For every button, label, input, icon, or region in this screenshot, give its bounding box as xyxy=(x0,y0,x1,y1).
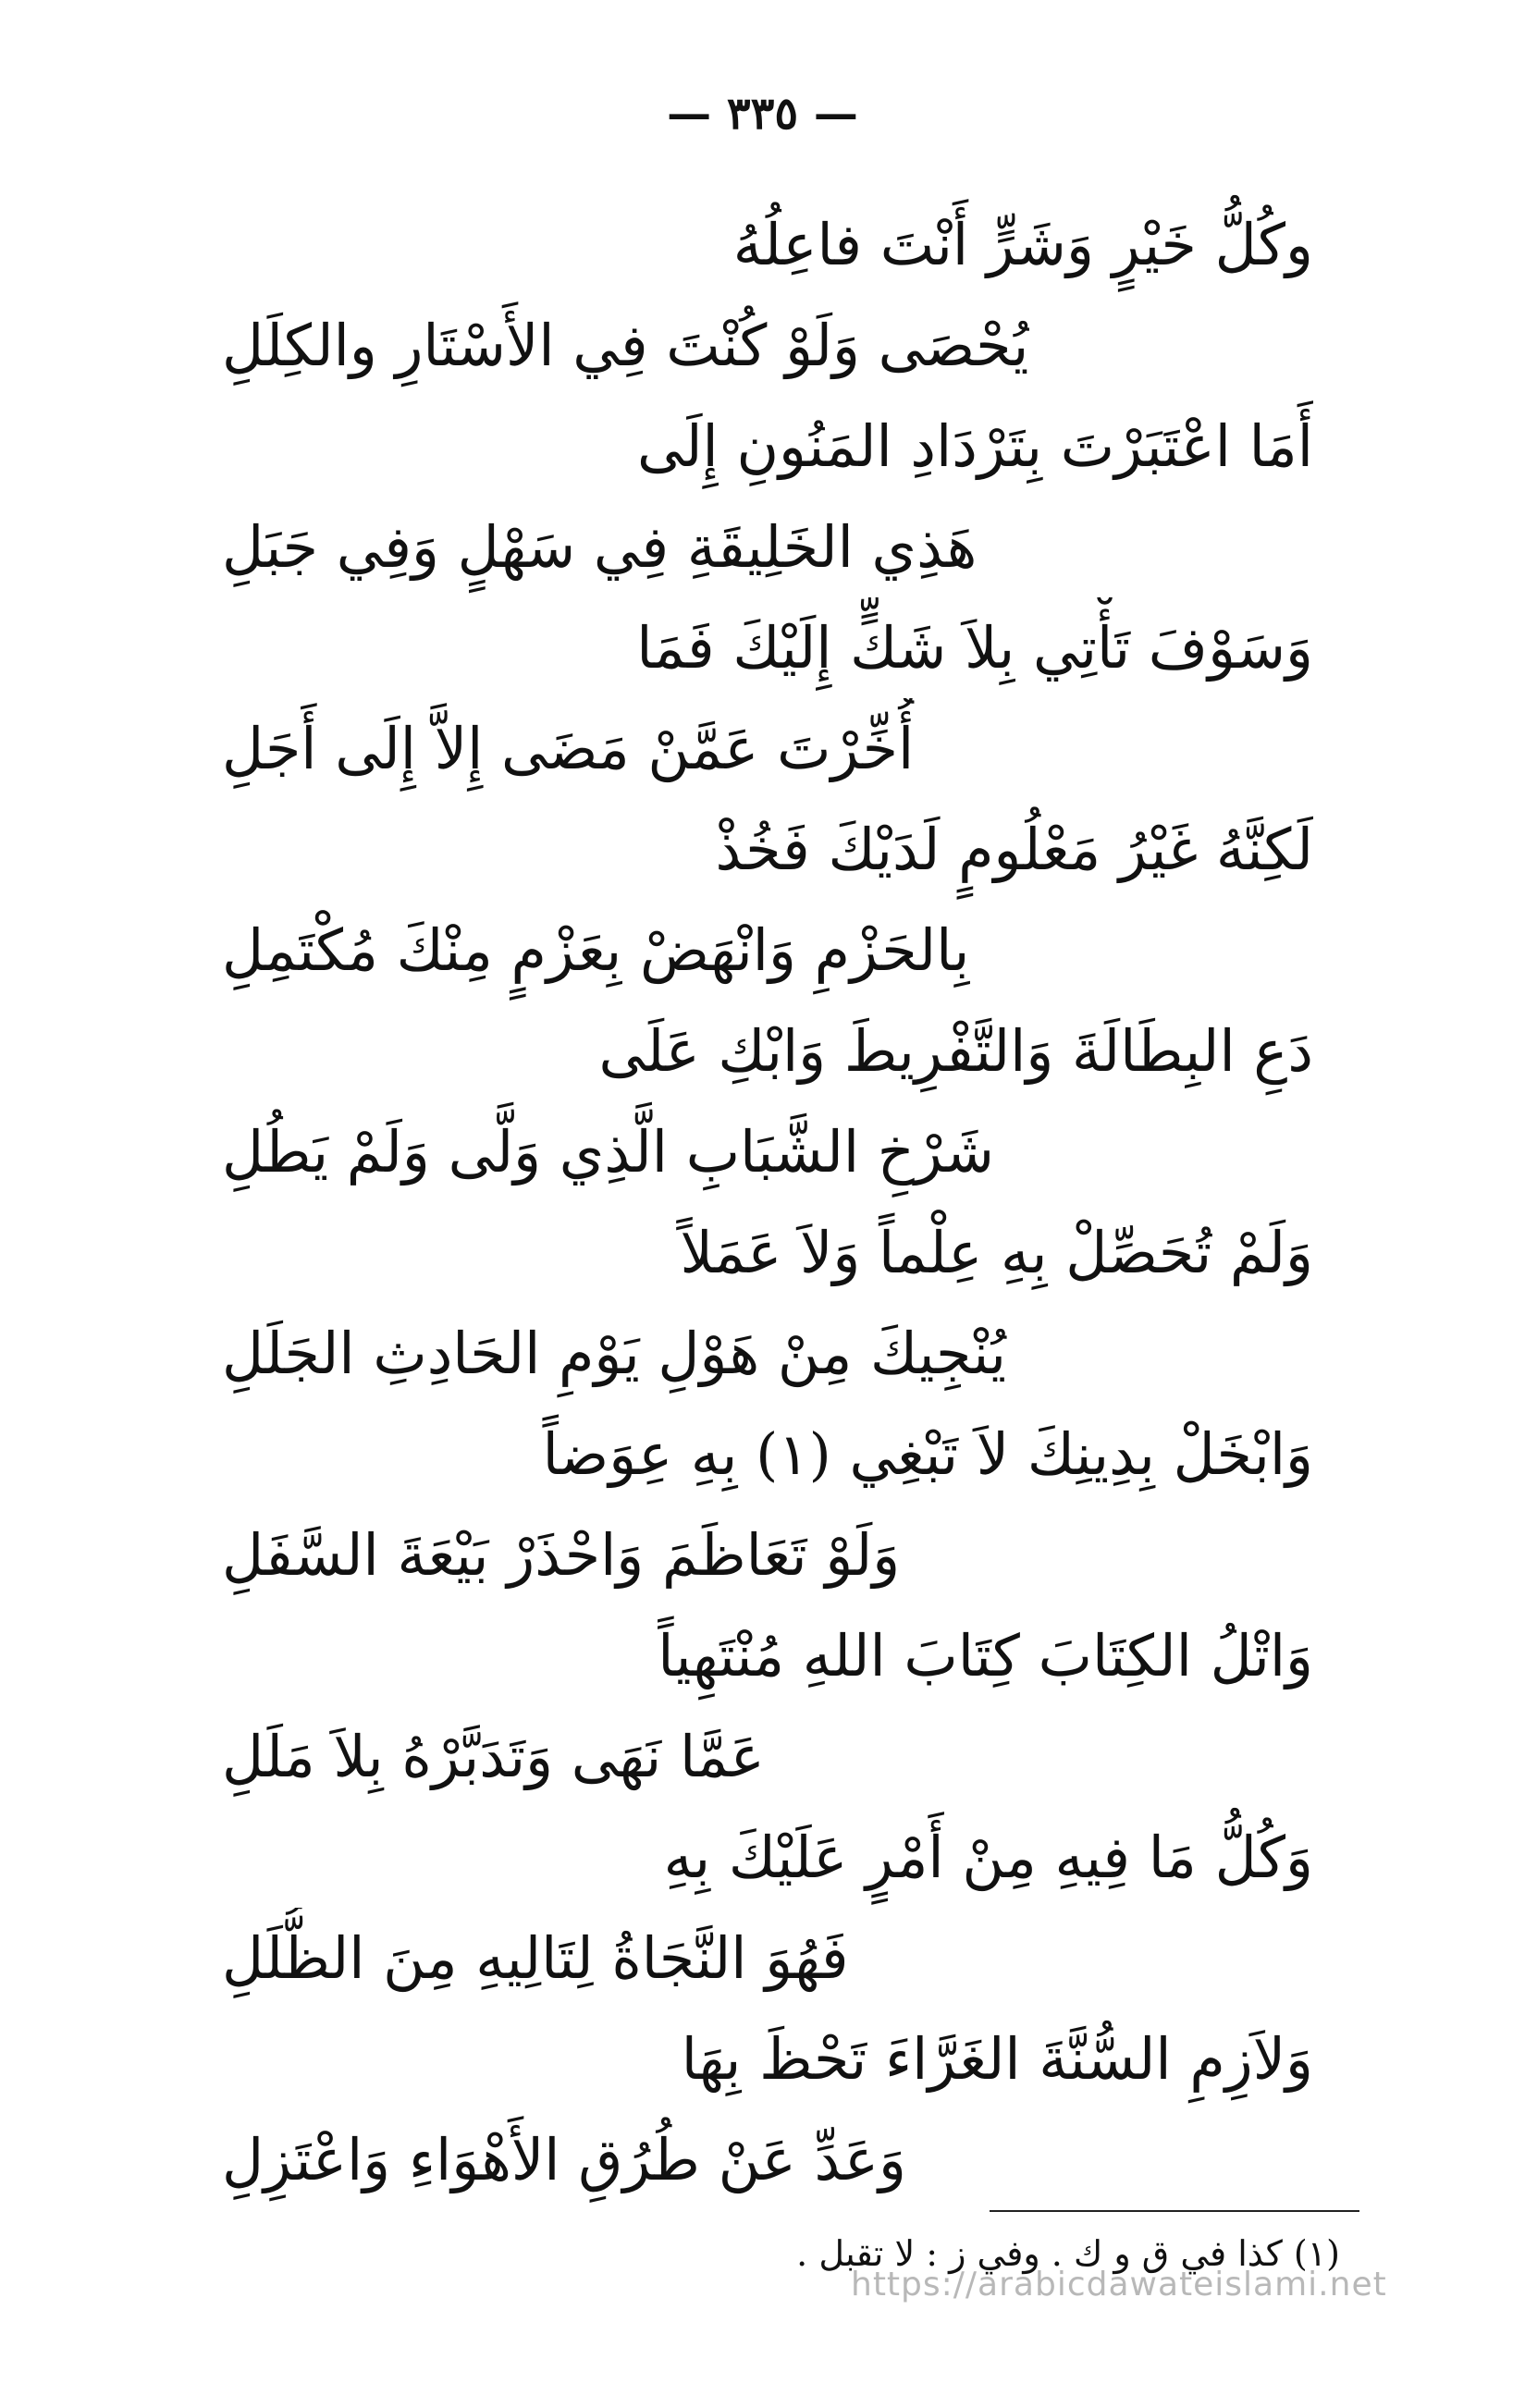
verse-line: وكُلُّ خَيْرٍ وَشَرٍّ أَنْتَ فاعِلُهُ xyxy=(732,211,1313,278)
verse-line: هَذِي الخَلِيقَةِ فِي سَهْلٍ وَفِي جَبَلِ xyxy=(222,513,978,581)
verse-line: لَكِنَّهُ غَيْرُ مَعْلُومٍ لَدَيْكَ فَخُذْ xyxy=(715,816,1313,883)
verse-line: وَاتْلُ الكِتَابَ كِتَابَ اللهِ مُنْتَهِياً xyxy=(658,1622,1313,1689)
verse-line: بِالحَزْمِ وَانْهَضْ بِعَزْمٍ مِنْكَ مُكْتَمِلِ xyxy=(222,916,970,984)
verse-line: وَكُلُّ مَا فِيهِ مِنْ أَمْرٍ عَلَيْكَ بِهِ xyxy=(663,1824,1313,1891)
verse-line: شَرْخِ الشَّبَابِ الَّذِي وَلَّى وَلَمْ يَطُلِ xyxy=(222,1118,994,1186)
verse-line: أُخِّرْتَ عَمَّنْ مَضَى إِلاَّ إِلَى أَجَلِ xyxy=(222,715,915,782)
page-number: — ٣٣٥ — xyxy=(667,88,858,140)
verse-line: وَلَوْ تَعَاظَمَ وَاحْذَرْ بَيْعَةَ السَّفَلِ xyxy=(222,1521,901,1589)
poem-body xyxy=(222,194,1313,2210)
verse-line: يُنْجِيكَ مِنْ هَوْلِ يَوْمِ الحَادِثِ الجَلَلِ xyxy=(222,1320,1006,1387)
verse-line: فَهُوَ النَّجَاةُ لِتَالِيهِ مِنَ الظُّلَلِ xyxy=(222,1924,849,1992)
verse-line: وَلَمْ تُحَصِّلْ بِهِ عِلْماً وَلاَ عَمَلاً xyxy=(680,1219,1313,1286)
verse-line: وَعَدِّ عَنْ طُرُقِ الأَهْوَاءِ وَاعْتَزِلِ xyxy=(222,2126,906,2193)
verse-line: يُحْصَى وَلَوْ كُنْتَ فِي الأَسْتَارِ والكِلَلِ xyxy=(222,312,1029,379)
footnote: (١) كذا في ق و ك . وفي ز : لا تقبل . xyxy=(796,2233,1340,2274)
verse-line: عَمَّا نَهَى وَتَدَبَّرْهُ بِلاَ مَلَلِ xyxy=(222,1723,765,1790)
verse-line: أَمَا اعْتَبَرْتَ بِتَرْدَادِ المَنُونِ إِلَى xyxy=(636,412,1313,480)
verse-line: وَلاَزِمِ السُّنَّةَ الغَرَّاءَ تَحْظَ بِهَا xyxy=(681,2025,1313,2093)
watermark-url: https://arabicdawateislami.net xyxy=(851,2266,1387,2304)
verse-line: دَعِ البِطَالَةَ وَالتَّفْرِيطَ وَابْكِ عَلَى xyxy=(598,1017,1313,1085)
verse-line: وَسَوْفَ تَأْتِي بِلاَ شَكٍّ إِلَيْكَ فَمَا xyxy=(636,614,1313,682)
footnote-rule xyxy=(990,2210,1359,2212)
verse-line: وَابْخَلْ بِدِينِكَ لاَ تَبْغِي (١) بِهِ عِوَضاً xyxy=(542,1420,1313,1488)
